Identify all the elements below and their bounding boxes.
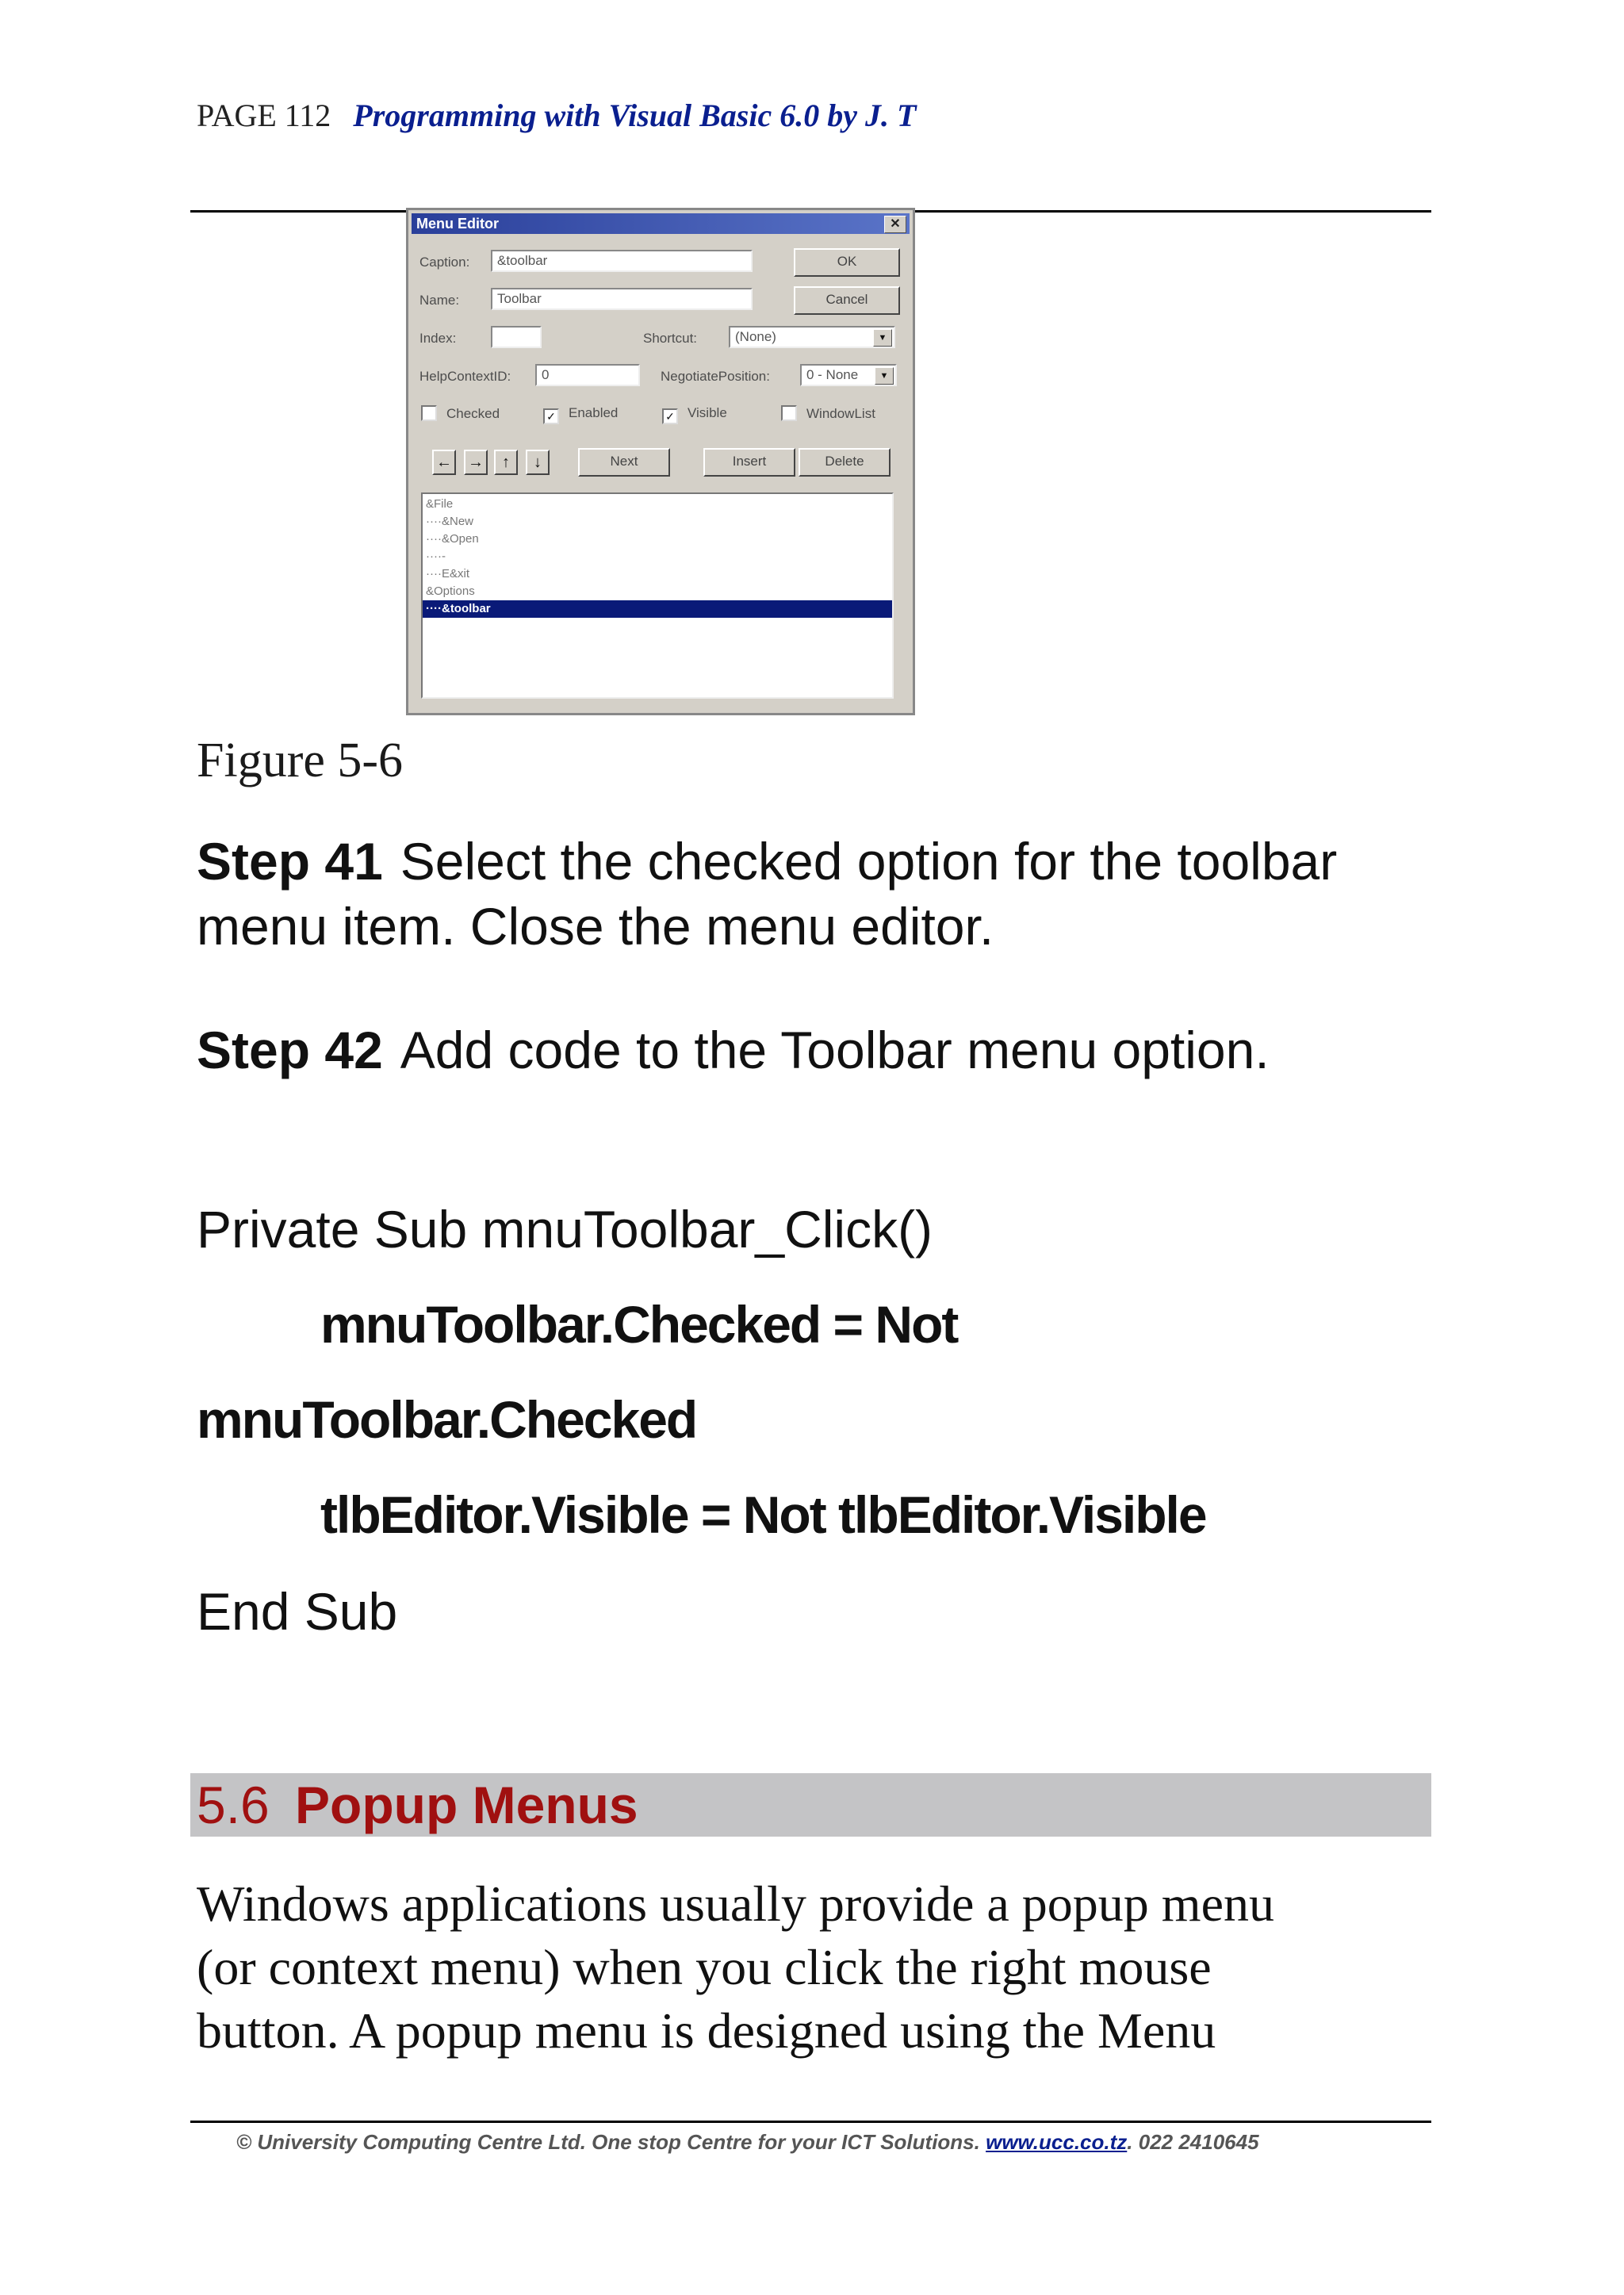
step-42-label: Step 42 xyxy=(197,1021,383,1079)
check-icon: ✓ xyxy=(662,408,678,424)
shortcut-label: Shortcut: xyxy=(643,331,698,346)
checkbox-box xyxy=(421,405,437,421)
book-title: Programming with Visual Basic 6.0 by J. T xyxy=(353,98,917,133)
page-number: PAGE 112 xyxy=(197,98,331,133)
index-label: Index: xyxy=(419,331,457,346)
negotiate-select[interactable] xyxy=(800,364,897,386)
chevron-down-icon: ▼ xyxy=(875,367,894,385)
windowlist-label: WindowList xyxy=(806,406,875,421)
negotiate-label: NegotiatePosition: xyxy=(661,369,770,384)
visible-checkbox[interactable] xyxy=(662,405,727,424)
windowlist-checkbox[interactable] xyxy=(781,405,875,422)
arrow-left-button[interactable] xyxy=(432,450,456,475)
list-item[interactable]: ····&Open xyxy=(426,532,479,546)
step-41-continued: menu item. Close the menu editor. xyxy=(197,897,994,956)
arrow-right-icon: → xyxy=(468,454,484,471)
list-item[interactable]: &File xyxy=(426,497,454,511)
step-42-text: Add code to the Toolbar menu option. xyxy=(400,1021,1270,1079)
code-line-1: Private Sub mnuToolbar_Click() xyxy=(197,1200,933,1259)
dialog-title: Menu Editor xyxy=(416,216,499,232)
code-line-3: mnuToolbar.Checked xyxy=(197,1390,697,1449)
footer-link[interactable]: www.ucc.co.tz xyxy=(986,2130,1128,2154)
arrow-right-button[interactable] xyxy=(464,450,488,475)
enabled-checkbox[interactable] xyxy=(543,405,618,424)
name-label: Name: xyxy=(419,293,460,308)
negotiate-value: 0 - None xyxy=(806,367,859,382)
code-line-5: End Sub xyxy=(197,1582,398,1641)
helpcontext-input[interactable]: 0 xyxy=(535,364,640,386)
footer-rule xyxy=(190,2121,1431,2123)
next-button[interactable]: Next xyxy=(578,448,670,477)
checked-checkbox[interactable] xyxy=(421,405,500,422)
step-41 xyxy=(197,831,1337,891)
menu-items-list[interactable] xyxy=(421,492,894,699)
arrow-down-button[interactable] xyxy=(526,450,550,475)
footer-text: © University Computing Centre Ltd. One stop Centre for your ICT Solutions. xyxy=(236,2130,986,2154)
paragraph-line: (or context menu) when you click the right mouse xyxy=(197,1939,1212,1995)
cancel-button[interactable]: Cancel xyxy=(794,286,900,315)
section-number: 5.6 xyxy=(197,1776,270,1834)
dialog-titlebar xyxy=(412,213,910,234)
chevron-down-icon: ▼ xyxy=(873,329,892,347)
insert-button[interactable]: Insert xyxy=(703,448,795,477)
arrow-up-button[interactable] xyxy=(494,450,518,475)
list-item[interactable]: ····- xyxy=(426,550,446,563)
page-footer xyxy=(236,2130,1259,2155)
list-item[interactable]: &Options xyxy=(426,584,475,598)
name-input[interactable]: Toolbar xyxy=(491,288,753,310)
visible-label: Visible xyxy=(688,405,727,420)
arrow-left-icon: ← xyxy=(436,454,452,471)
section-title: Popup Menus xyxy=(295,1776,638,1834)
code-line-4: tlbEditor.Visible = Not tlbEditor.Visible xyxy=(320,1485,1206,1544)
menu-editor-dialog xyxy=(406,208,915,715)
arrow-up-icon: ↑ xyxy=(502,454,510,471)
list-item[interactable]: ····&New xyxy=(426,515,473,528)
caption-label: Caption: xyxy=(419,255,470,270)
figure-caption: Figure 5-6 xyxy=(197,734,404,787)
shortcut-select[interactable] xyxy=(729,326,895,348)
list-item[interactable]: ····E&xit xyxy=(426,567,469,580)
ok-button[interactable]: OK xyxy=(794,248,900,277)
helpcontext-label: HelpContextID: xyxy=(419,369,511,384)
check-icon: ✓ xyxy=(543,408,559,424)
enabled-label: Enabled xyxy=(569,405,619,420)
delete-button[interactable]: Delete xyxy=(799,448,891,477)
close-button[interactable] xyxy=(884,216,906,233)
step-41-label: Step 41 xyxy=(197,832,383,891)
step-41-text: Select the checked option for the toolbar xyxy=(400,832,1338,891)
caption-input[interactable]: &toolbar xyxy=(491,250,753,272)
step-42 xyxy=(197,1020,1270,1080)
code-line-2: mnuToolbar.Checked = Not xyxy=(320,1295,958,1354)
paragraph-line: Windows applications usually provide a popup menu xyxy=(197,1875,1274,1932)
paragraph-line: button. A popup menu is designed using the Menu xyxy=(197,2002,1216,2059)
footer-phone: . 022 2410645 xyxy=(1127,2130,1259,2154)
checkbox-box xyxy=(781,405,797,421)
list-item-selected[interactable]: ····&toolbar xyxy=(423,600,892,618)
arrow-down-icon: ↓ xyxy=(534,454,542,471)
shortcut-value: (None) xyxy=(735,329,776,344)
close-icon: ✕ xyxy=(890,217,901,231)
page-header xyxy=(197,97,916,134)
index-input[interactable] xyxy=(491,326,542,348)
checked-label: Checked xyxy=(446,406,500,421)
